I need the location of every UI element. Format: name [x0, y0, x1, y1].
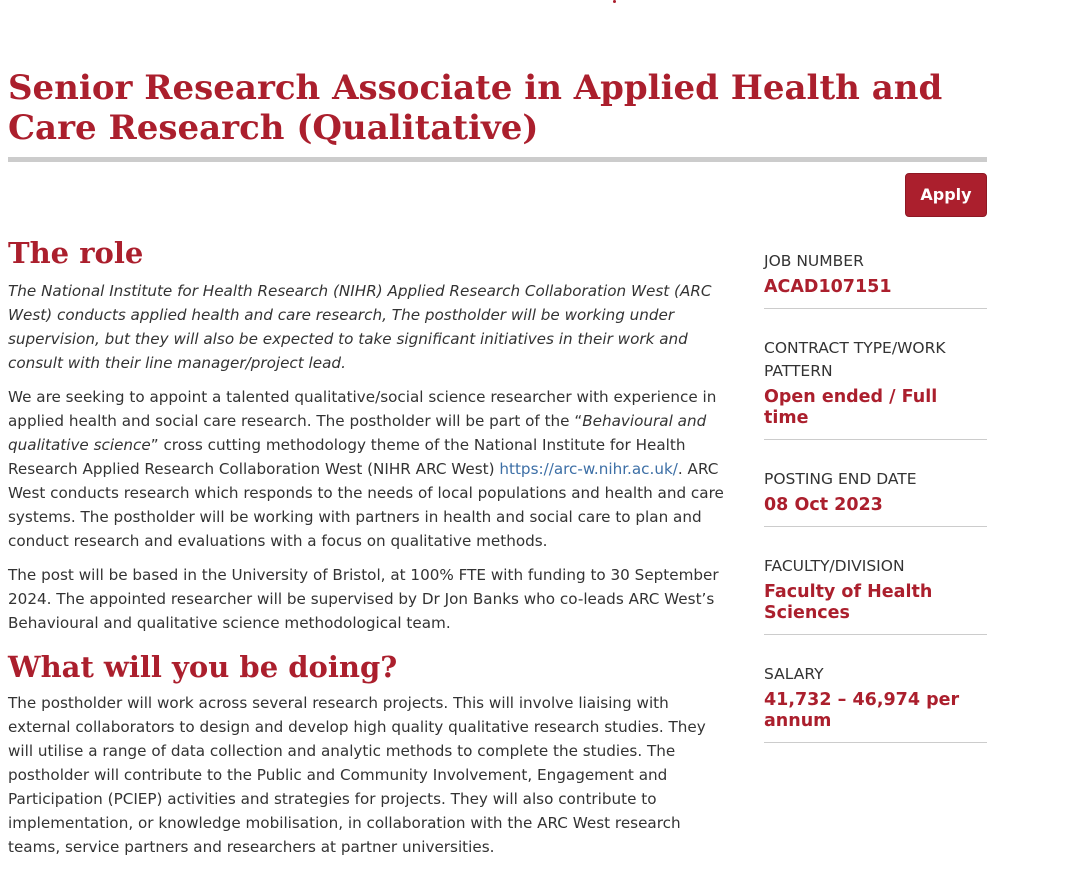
contract-value: Open ended / Full time [764, 387, 938, 428]
arc-west-link[interactable]: https://arc-w.nihr.ac.uk/ [499, 460, 678, 478]
section-heading-doing: What will you be doing? [8, 650, 398, 684]
job-number-value: ACAD107151 [764, 277, 892, 297]
salary-block [764, 663, 987, 743]
theme-name: Behavioural and qualitative science [8, 412, 707, 454]
salary-label: SALARY [764, 665, 824, 683]
role-paragraph-2-text-b: ” cross cutting methodology theme of the National Institute for Health Research Applied Research Collaboration West (NIHR ARC West) [8, 436, 686, 478]
doing-paragraph: The postholder will work across several research projects. This will involve liaising with external collaborators to design and develop high quality qualitative research studies. They will utilise a range of data collection and analytic methods to complete the studies. The postholder will contribute to the Public and Community Involvement, Engagement and Participation (PCIEP) activities and strategies for projects. They will also contribute to implementation, or knowledge mobilisation, in collaboration with the ARC West research teams, service partners and researchers at partner universities. [8, 694, 706, 856]
faculty-value: Faculty of Health Sciences [764, 582, 933, 623]
job-number-block [764, 250, 987, 309]
job-details-sidebar [764, 250, 987, 771]
posting-end-label: POSTING END DATE [764, 470, 917, 488]
header-dot [613, 0, 616, 3]
role-intro: The National Institute for Health Research (NIHR) Applied Research Collaboration West (ARC West) conducts applied health and care research, The postholder will be working under supervision, but they will also be expected to take significant initiatives in their work and consult with their line manager/project lead. [8, 282, 712, 372]
posting-end-block [764, 468, 987, 527]
section-heading-role: The role [8, 236, 144, 270]
job-description [8, 233, 735, 859]
contract-label: CONTRACT TYPE/WORK PATTERN [764, 339, 946, 380]
role-paragraph-3: The post will be based in the University of Bristol, at 100% FTE with funding to 30 September 2024. The appointed researcher will be supervised by Dr Jon Banks who co-leads ARC West’s Behavioural and qualitative science methodological team. [8, 566, 719, 632]
faculty-block [764, 555, 987, 635]
faculty-label: FACULTY/DIVISION [764, 557, 905, 575]
posting-end-value: 08 Oct 2023 [764, 495, 883, 515]
job-number-label: JOB NUMBER [764, 252, 864, 270]
contract-block [764, 337, 987, 440]
apply-button[interactable]: Apply [905, 173, 987, 217]
role-paragraph-2-text-c: . ARC West conducts research which responds to the needs of local populations and health and care systems. The postholder will be working with partners in health and social care to plan and conduct research and evaluations with a focus on qualitative methods. [8, 460, 724, 550]
title-divider [8, 157, 987, 162]
salary-value: 41,732 – 46,974 per annum [764, 690, 960, 731]
page-title: Senior Research Associate in Applied Health and Care Research (Qualitative) [8, 68, 943, 148]
role-paragraph-2-text-a: We are seeking to appoint a talented qualitative/social science researcher with experience in applied health and social care research. The postholder will be part of the “ [8, 388, 717, 430]
role-paragraph-2 [8, 385, 735, 553]
